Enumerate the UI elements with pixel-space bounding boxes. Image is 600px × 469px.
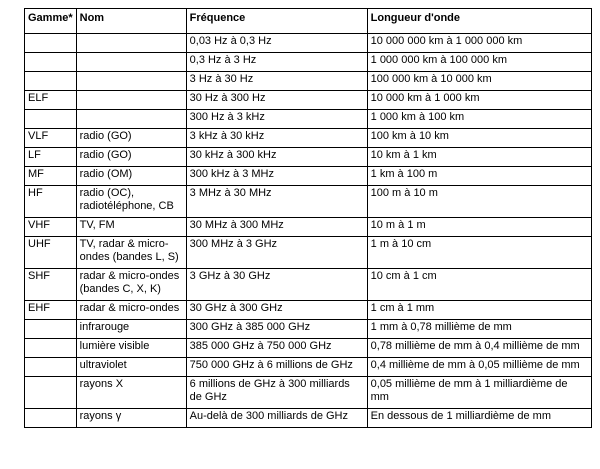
cell-longueur-onde: 10 000 km à 1 000 km	[367, 91, 591, 110]
table-row	[25, 167, 592, 186]
cell-frequence: 3 kHz à 30 kHz	[186, 129, 367, 148]
cell-longueur-onde: 10 000 000 km à 1 000 000 km	[367, 34, 591, 53]
table-row	[25, 72, 592, 91]
table-row	[25, 34, 592, 53]
cell-longueur-onde: 100 m à 10 m	[367, 186, 591, 218]
cell-longueur-onde: 0,78 millième de mm à 0,4 millième de mm	[367, 339, 591, 358]
cell-longueur-onde: 1 mm à 0,78 millième de mm	[367, 320, 591, 339]
header-gamme: Gamme*	[25, 9, 77, 34]
table-row	[25, 339, 592, 358]
cell-longueur-onde: 100 km à 10 km	[367, 129, 591, 148]
cell-nom	[76, 72, 186, 91]
cell-frequence: 0,03 Hz à 0,3 Hz	[186, 34, 367, 53]
cell-frequence: 30 Hz à 300 Hz	[186, 91, 367, 110]
cell-nom: infrarouge	[76, 320, 186, 339]
cell-longueur-onde: En dessous de 1 milliardième de mm	[367, 409, 591, 428]
cell-nom	[76, 91, 186, 110]
table-row	[25, 301, 592, 320]
cell-gamme	[25, 358, 77, 377]
cell-nom	[76, 53, 186, 72]
cell-nom	[76, 34, 186, 53]
cell-gamme	[25, 339, 77, 358]
header-longueur-onde: Longueur d'onde	[367, 9, 591, 34]
cell-frequence: 385 000 GHz à 750 000 GHz	[186, 339, 367, 358]
cell-frequence: 30 MHz à 300 MHz	[186, 218, 367, 237]
cell-nom: radio (OC), radiotéléphone, CB	[76, 186, 186, 218]
table-row	[25, 269, 592, 301]
cell-gamme: VHF	[25, 218, 77, 237]
cell-longueur-onde: 1 km à 100 m	[367, 167, 591, 186]
table-header-row	[25, 9, 592, 34]
table-row	[25, 237, 592, 269]
cell-nom: radar & micro-ondes (bandes C, X, K)	[76, 269, 186, 301]
table-row	[25, 91, 592, 110]
cell-nom: radar & micro-ondes	[76, 301, 186, 320]
cell-nom: rayons X	[76, 377, 186, 409]
table-body	[25, 34, 592, 428]
cell-frequence: 300 Hz à 3 kHz	[186, 110, 367, 129]
cell-frequence: 30 kHz à 300 kHz	[186, 148, 367, 167]
cell-gamme	[25, 110, 77, 129]
cell-longueur-onde: 0,4 millième de mm à 0,05 millième de mm	[367, 358, 591, 377]
cell-gamme	[25, 72, 77, 91]
cell-longueur-onde: 10 km à 1 km	[367, 148, 591, 167]
cell-frequence: 0,3 Hz à 3 Hz	[186, 53, 367, 72]
cell-gamme: MF	[25, 167, 77, 186]
table-row	[25, 148, 592, 167]
cell-nom	[76, 110, 186, 129]
cell-nom: TV, FM	[76, 218, 186, 237]
cell-nom: radio (OM)	[76, 167, 186, 186]
cell-gamme	[25, 409, 77, 428]
cell-gamme	[25, 34, 77, 53]
table-row	[25, 186, 592, 218]
cell-nom: radio (GO)	[76, 148, 186, 167]
cell-frequence: 750 000 GHz à 6 millions de GHz	[186, 358, 367, 377]
cell-longueur-onde: 1 m à 10 cm	[367, 237, 591, 269]
cell-longueur-onde: 10 m à 1 m	[367, 218, 591, 237]
cell-gamme	[25, 320, 77, 339]
cell-nom: ultraviolet	[76, 358, 186, 377]
cell-gamme: EHF	[25, 301, 77, 320]
cell-gamme: UHF	[25, 237, 77, 269]
cell-gamme: HF	[25, 186, 77, 218]
cell-frequence: Au-delà de 300 milliards de GHz	[186, 409, 367, 428]
table-row	[25, 358, 592, 377]
cell-frequence: 3 Hz à 30 Hz	[186, 72, 367, 91]
table-row	[25, 409, 592, 428]
cell-longueur-onde: 1 000 000 km à 100 000 km	[367, 53, 591, 72]
table-row	[25, 53, 592, 72]
cell-gamme: SHF	[25, 269, 77, 301]
cell-frequence: 300 MHz à 3 GHz	[186, 237, 367, 269]
cell-frequence: 3 GHz à 30 GHz	[186, 269, 367, 301]
table-row	[25, 320, 592, 339]
cell-longueur-onde: 100 000 km à 10 000 km	[367, 72, 591, 91]
cell-frequence: 30 GHz à 300 GHz	[186, 301, 367, 320]
cell-longueur-onde: 1 cm à 1 mm	[367, 301, 591, 320]
frequency-table	[24, 8, 592, 428]
cell-nom: TV, radar & micro-ondes (bandes L, S)	[76, 237, 186, 269]
header-frequence: Fréquence	[186, 9, 367, 34]
cell-frequence: 6 millions de GHz à 300 milliards de GHz	[186, 377, 367, 409]
frequency-table-container	[24, 8, 592, 428]
cell-frequence: 300 kHz à 3 MHz	[186, 167, 367, 186]
cell-gamme: ELF	[25, 91, 77, 110]
cell-longueur-onde: 1 000 km à 100 km	[367, 110, 591, 129]
table-row	[25, 377, 592, 409]
cell-frequence: 3 MHz à 30 MHz	[186, 186, 367, 218]
cell-gamme	[25, 53, 77, 72]
cell-nom: lumière visible	[76, 339, 186, 358]
cell-nom: radio (GO)	[76, 129, 186, 148]
cell-gamme: LF	[25, 148, 77, 167]
cell-longueur-onde: 10 cm à 1 cm	[367, 269, 591, 301]
cell-nom: rayons γ	[76, 409, 186, 428]
table-row	[25, 110, 592, 129]
cell-frequence: 300 GHz à 385 000 GHz	[186, 320, 367, 339]
table-row	[25, 129, 592, 148]
cell-longueur-onde: 0,05 millième de mm à 1 milliardième de mm	[367, 377, 591, 409]
table-row	[25, 218, 592, 237]
header-nom: Nom	[76, 9, 186, 34]
cell-gamme: VLF	[25, 129, 77, 148]
cell-gamme	[25, 377, 77, 409]
